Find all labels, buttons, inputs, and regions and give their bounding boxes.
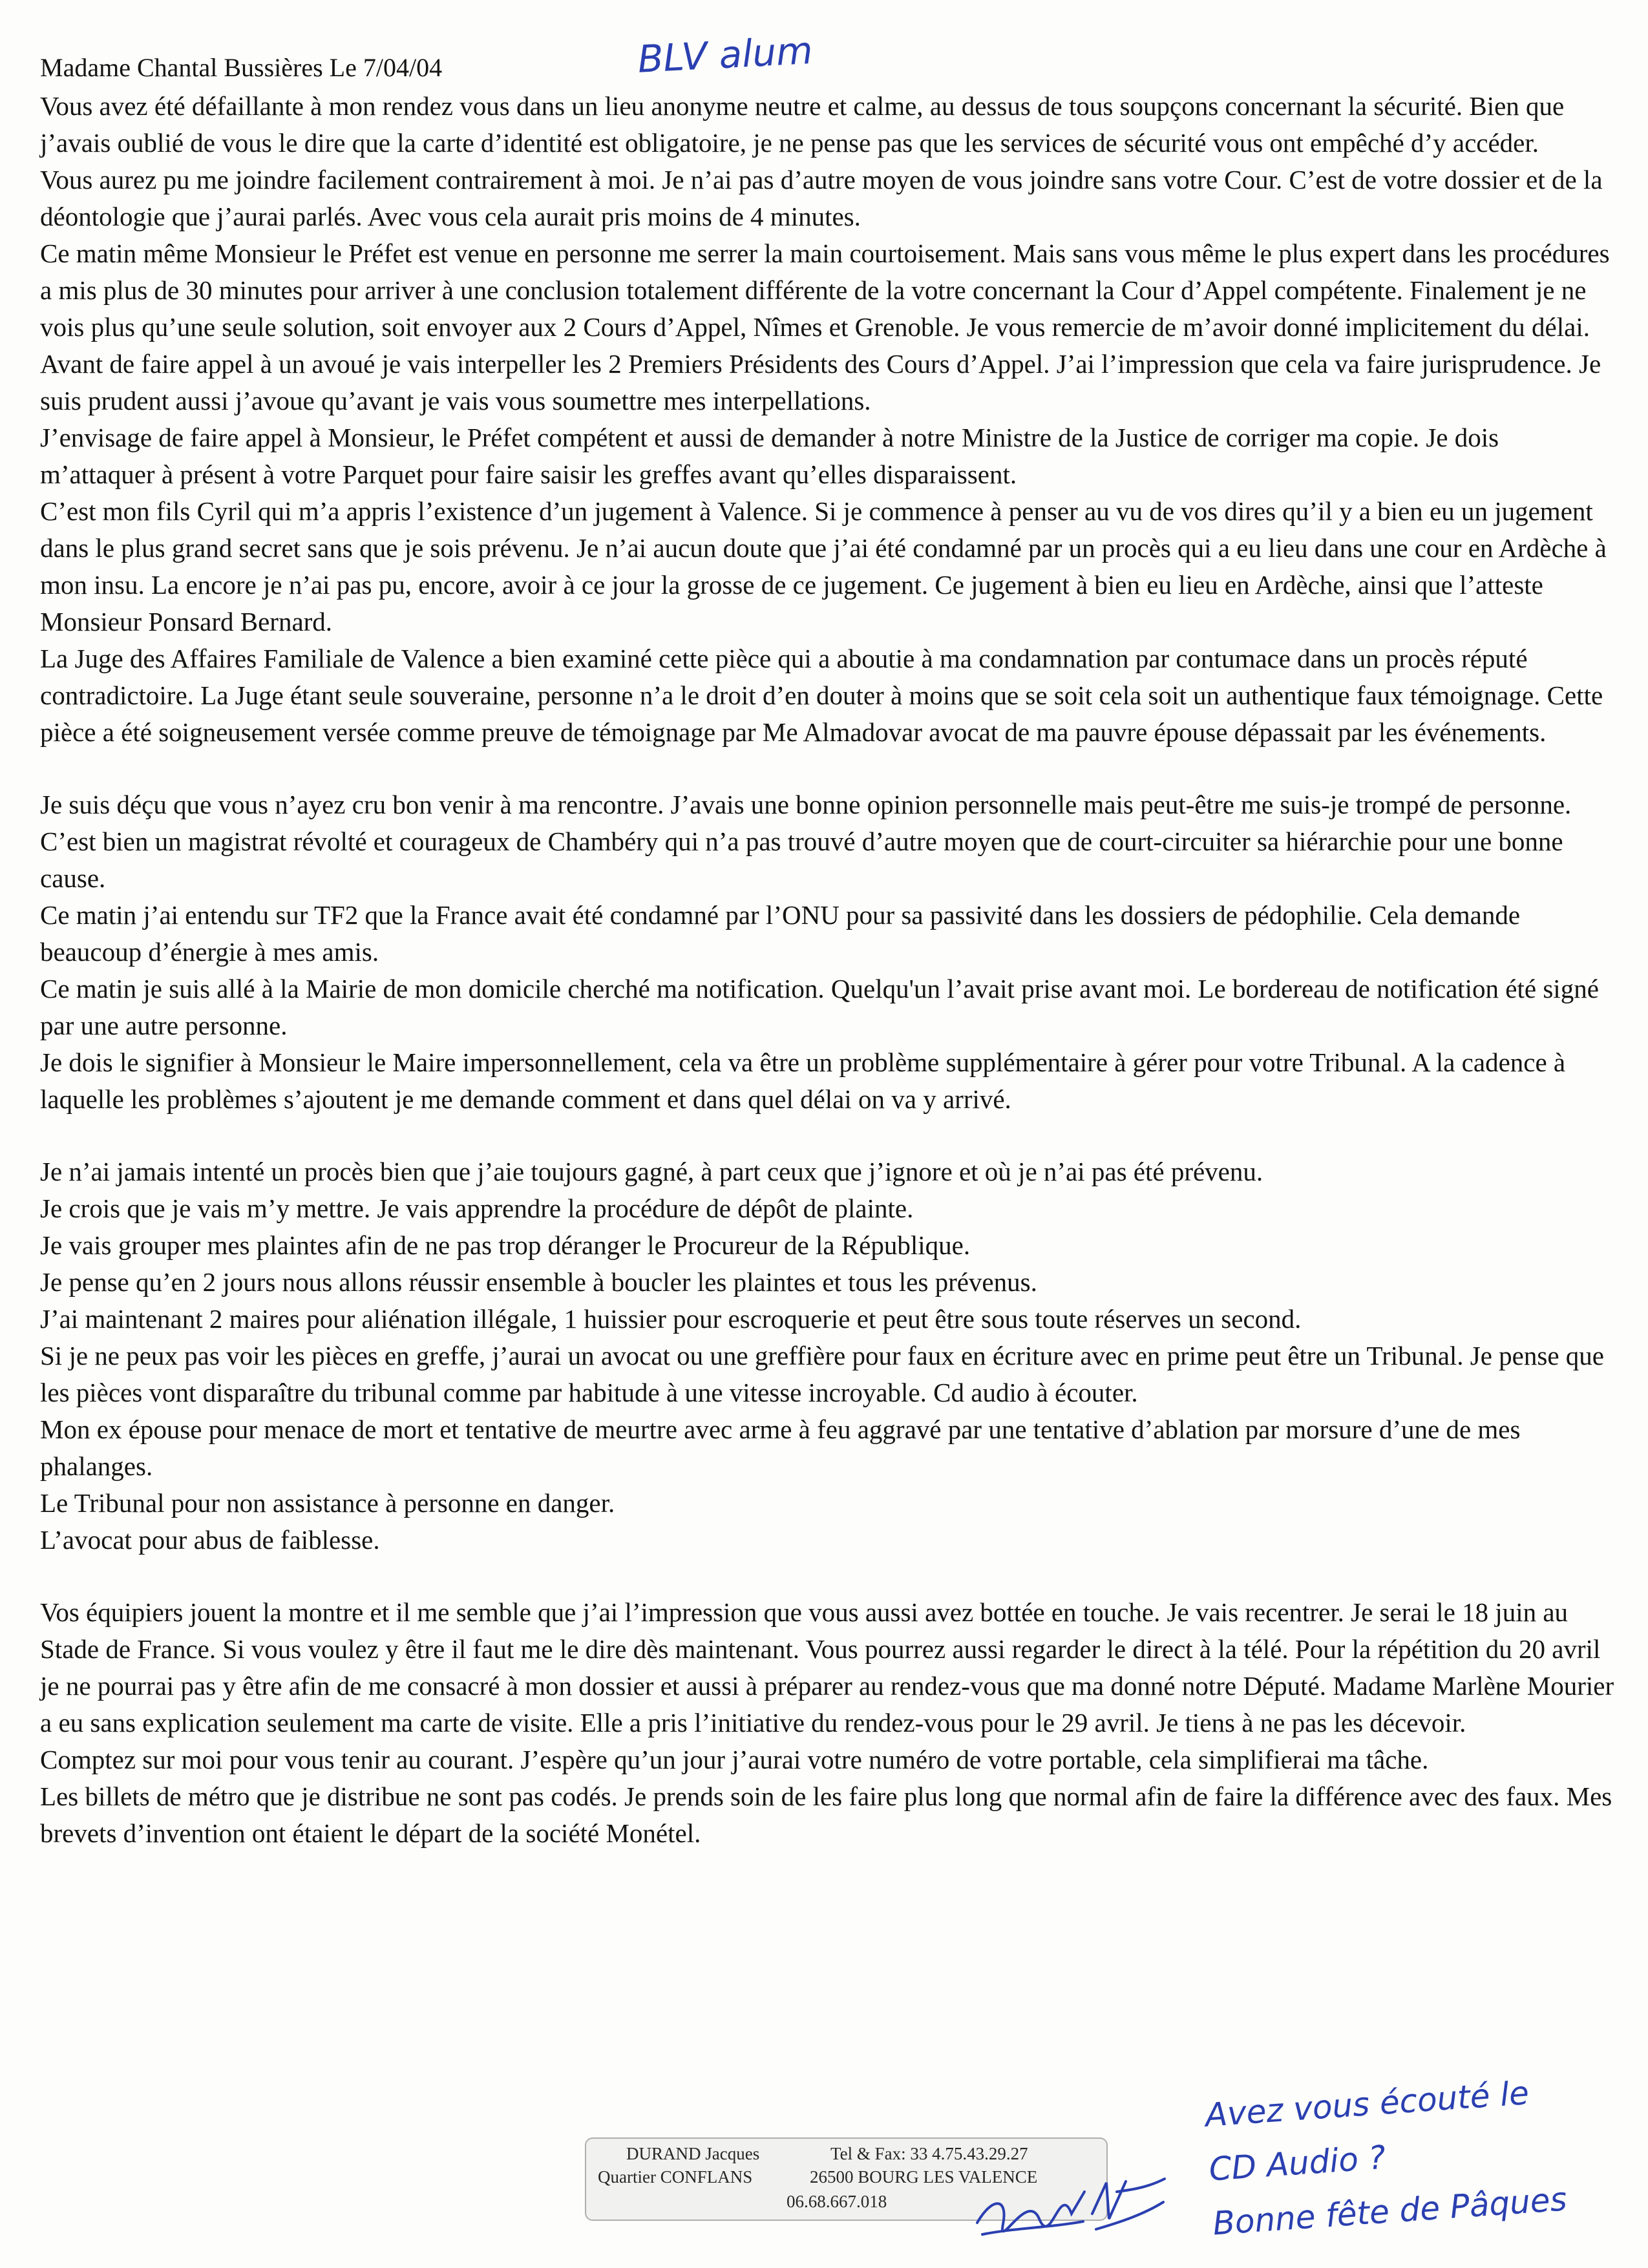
paragraph: La Juge des Affaires Familiale de Valence a bien examiné cette pièce qui a aboutie à ma condamnation par contumace dans un procès réputé contradictoire. La Juge étant seule souveraine, personne n’a le droit d’en douter à moins que se soit cela soit un authentique faux témoignage. Cette pièce a été soigneusement versée comme preuve de témoignage par Me Almadovar avocat de ma pauvre épouse dépassait par les événements.	[40, 644, 1603, 747]
stamp-name: DURAND Jacques	[626, 2144, 760, 2163]
paragraph-gap	[40, 1118, 1617, 1153]
paragraph-gap	[40, 751, 1617, 786]
handwritten-signatures	[963, 2152, 1170, 2249]
paragraph: Vous aurez pu me joindre facilement contrairement à moi. Je n’ai pas d’autre moyen de vous joindre sans votre Cour. C’est de votre dossier et de la déontologie que j’aurai parlés. Avec vous cela aurait pris moins de 4 minutes.	[40, 165, 1603, 231]
paragraph: L’avocat pour abus de faiblesse.	[40, 1525, 380, 1555]
paragraph: Je vais grouper mes plaintes afin de ne pas trop déranger le Procureur de la République.	[40, 1230, 971, 1260]
handnote-line: CD Audio ?	[1207, 2138, 1388, 2189]
paragraph: Vos équipiers jouent la montre et il me semble que j’ai l’impression que vous aussi avez bottée en touche. Je vais recentrer. Je serai le 18 juin au Stade de France. Si vous voulez y être il faut me le dire dès maintenant. Vous pourrez aussi regarder le direct à la télé. Pour la répétition du 20 avril je ne pourrai pas y être afin de me consacré à mon dossier et aussi à préparer au rendez-vous que ma donné notre Député. Madame Marlène Mourier a eu sans explication seulement ma carte de visite. Elle a pris l’initiative du rendez-vous pour le 29 avril. Je tiens à ne pas les décevoir.	[40, 1597, 1614, 1738]
paragraph: Ce matin même Monsieur le Préfet est venue en personne me serrer la main courtoisement. Mais sans vous même le plus expert dans les procédures a mis plus de 30 minutes pour arriver à une conclusion totalement différente de la votre concernant la Cour d’Appel compétente. Finalement je ne vois plus qu’une seule solution, soit envoyer aux 2 Cours d’Appel, Nîmes et Grenoble. Je vous remercie de m’avoir donné implicitement du délai.	[40, 238, 1610, 342]
handnote-line: Bonne fête de Pâques	[1211, 2180, 1569, 2243]
paragraph: Ce matin j’ai entendu sur TF2 que la France avait été condamné par l’ONU pour sa passivité dans les dossiers de pédophilie. Cela demande beaucoup d’énergie à mes amis.	[40, 900, 1521, 967]
paragraph: Je dois le signifier à Monsieur le Maire impersonnellement, cela va être un problème supplémentaire à gérer pour votre Tribunal. A la cadence à laquelle les problèmes s’ajoutent je me demande comment et dans quel délai on va y arrivé.	[40, 1047, 1566, 1114]
paragraph: Comptez sur moi pour vous tenir au courant. J’espère qu’un jour j’aurai votre numéro de votre portable, cela simplifierai ma tâche.	[40, 1745, 1429, 1774]
paragraph: Je n’ai jamais intenté un procès bien que j’aie toujours gagné, à part ceux que j’ignore et où je n’ai pas été prévenu.	[40, 1157, 1263, 1186]
signature-stroke	[977, 2192, 1084, 2234]
paragraph: Vous avez été défaillante à mon rendez vous dans un lieu anonyme neutre et calme, au dessus de tous soupçons concernant la sécurité. Bien que j’avais oublié de vous le dire que la carte d’identité est obligatoire, je ne pense pas que les services de sécurité vous ont empêché d’y accéder.	[40, 91, 1565, 158]
paragraph: Je pense qu’en 2 jours nous allons réussir ensemble à boucler les plaintes et tous les prévenus.	[40, 1267, 1037, 1297]
letter-header: Madame Chantal Bussières Le 7/04/04	[40, 53, 443, 82]
stamp-city: 26500 BOURG LES VALENCE	[810, 2167, 1038, 2187]
paragraph: J’ai maintenant 2 maires pour aliénation illégale, 1 huissier pour escroquerie et peut être sous toute réserves un second.	[40, 1304, 1302, 1334]
paragraph: Je crois que je vais m’y mettre. Je vais apprendre la procédure de dépôt de plainte.	[40, 1193, 914, 1223]
letter-body	[40, 88, 1617, 1852]
stamp-mobile: 06.68.667.018	[787, 2192, 887, 2211]
paragraph: Mon ex épouse pour menace de mort et tentative de meurtre avec arme à feu aggravé par une tentative d’ablation par morsure d’une de mes phalanges.	[40, 1414, 1521, 1481]
signature-stroke	[1092, 2179, 1165, 2229]
paragraph: Si je ne peux pas voir les pièces en greffe, j’aurai un avocat ou une greffière pour faux en écriture avec en prime peut être un Tribunal. Je pense que les pièces vont disparaître du tribunal comme par habitude à une vitesse incroyable. Cd audio à écouter.	[40, 1341, 1604, 1407]
paragraph: Je suis déçu que vous n’ayez cru bon venir à ma rencontre. J’avais une bonne opinion personnelle mais peut-être me suis-je trompé de personne. C’est bien un magistrat révolté et courageux de Chambéry qui n’a pas trouvé d’autre moyen que de court-circuiter sa hiérarchie pour une bonne cause.	[40, 790, 1572, 893]
paragraph: Les billets de métro que je distribue ne sont pas codés. Je prends soin de les faire plus long que normal afin de faire la différence avec des faux. Mes brevets d’invention ont étaient le départ de la société Monétel.	[40, 1781, 1612, 1848]
paragraph: Le Tribunal pour non assistance à personne en danger.	[40, 1488, 615, 1518]
handwritten-note-top: BLV alum	[637, 28, 814, 81]
stamp-phone: Tel & Fax: 33 4.75.43.29.27	[830, 2144, 1028, 2163]
paragraph: C’est mon fils Cyril qui m’a appris l’existence d’un jugement à Valence. Si je commence à penser au vu de vos dires qu’il y a bien eu un jugement dans le plus grand secret sans que je sois prévenu. Je n’ai aucun doute que j’ai été condamné par un procès qui a eu lieu dans une cour en Ardèche à mon insu. La encore je n’ai pas pu, encore, avoir à ce jour la grosse de ce jugement. Ce jugement à bien eu lieu en Ardèche, ainsi que l’atteste Monsieur Ponsard Bernard.	[40, 496, 1607, 636]
paragraph: J’envisage de faire appel à Monsieur, le Préfet compétent et aussi de demander à notre Ministre de la Justice de corriger ma copie. Je dois m’attaquer à présent à votre Parquet pour faire saisir les greffes avant qu’elles disparaissent.	[40, 423, 1499, 489]
paragraph: Avant de faire appel à un avoué je vais interpeller les 2 Premiers Présidents des Cours d’Appel. J’ai l’impression que cela va faire jurisprudence. Je suis prudent aussi j’avoue qu’avant je vais vous soumettre mes interpellations.	[40, 349, 1601, 415]
handwritten-note-bottom	[1203, 2059, 1627, 2251]
handnote-line: Avez vous écouté le	[1203, 2074, 1530, 2134]
paragraph-gap	[40, 1559, 1617, 1594]
stamp-district: Quartier CONFLANS	[598, 2167, 753, 2187]
paragraph: Ce matin je suis allé à la Mairie de mon domicile cherché ma notification. Quelqu'un l’avait prise avant moi. Le bordereau de notification été signé par une autre personne.	[40, 974, 1599, 1040]
